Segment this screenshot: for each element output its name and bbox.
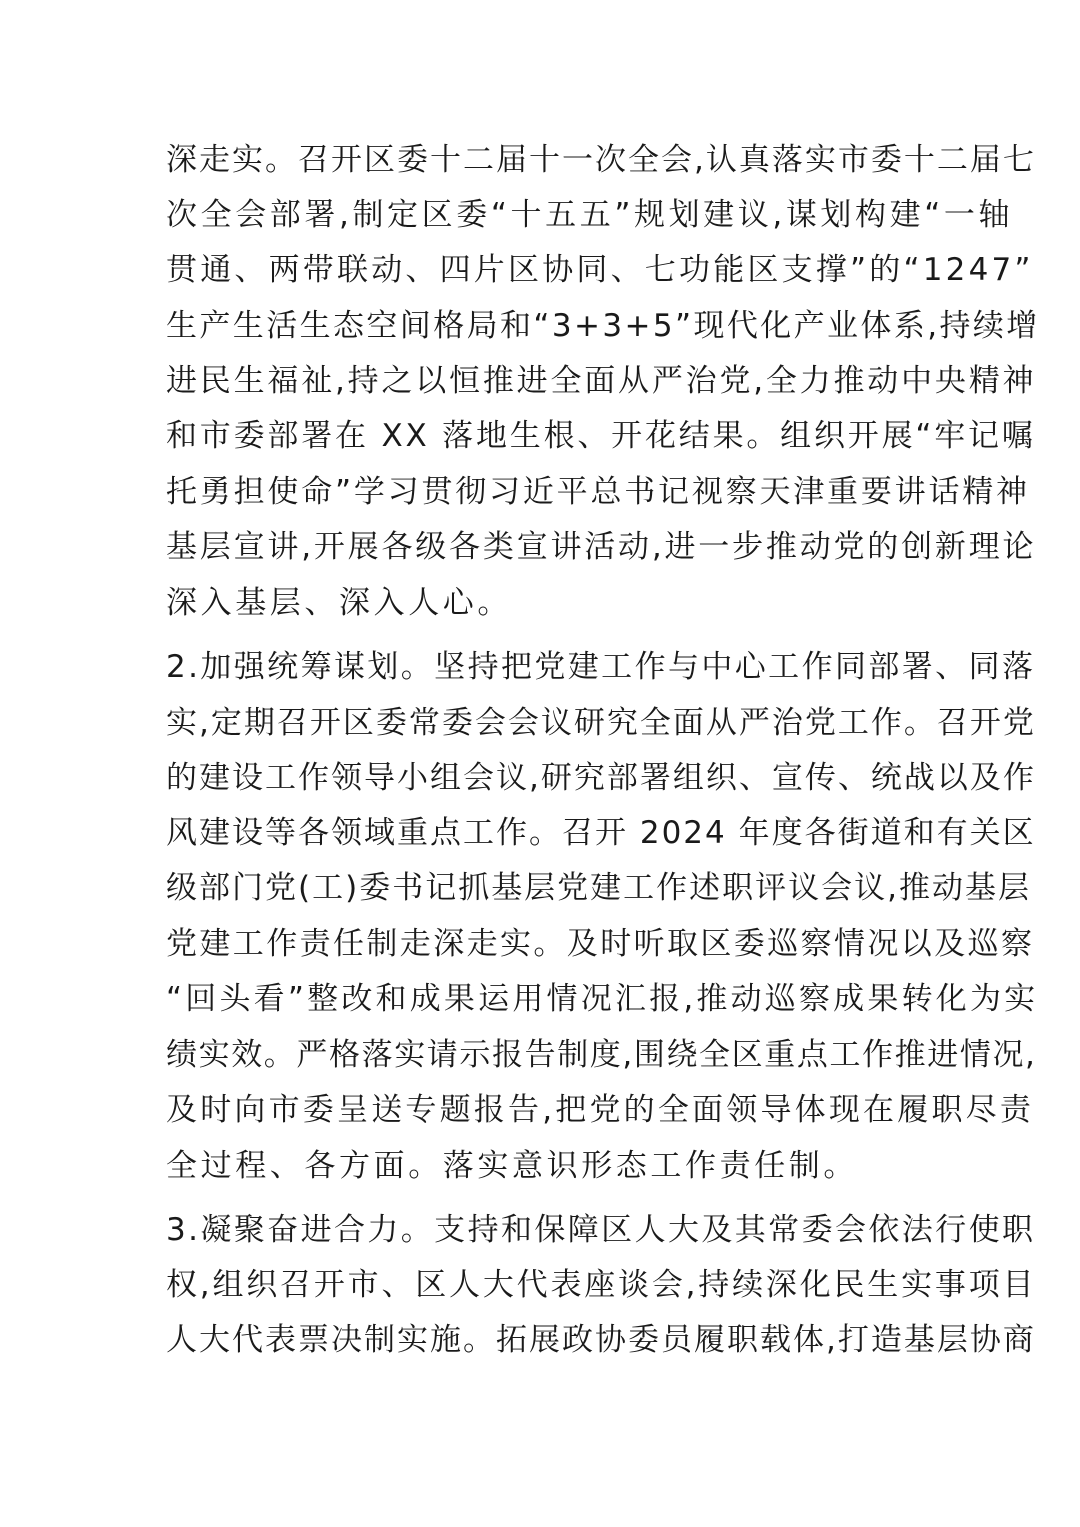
text-line: 绩实效。严格落实请示报告制度,围绕全区重点工作推进情况,: [166, 1037, 1037, 1073]
text-line: “回头看”整改和成果运用情况汇报,推动巡察成果转化为实: [166, 981, 1039, 1017]
text-line: 和市委部署在 XX 落地生根、开花结果。组织开展“牢记嘱: [166, 418, 1036, 454]
text-line: 及时向市委呈送专题报告,把党的全面领导体现在履职尽责: [166, 1092, 1035, 1128]
text-line: 风建设等各领域重点工作。召开 2024 年度各街道和有关区: [166, 815, 1036, 851]
text-line: 全过程、各方面。落实意识形态工作责任制。: [166, 1148, 858, 1184]
text-line: 实,定期召开区委常委会会议研究全面从严治党工作。召开党: [166, 705, 1036, 741]
text-line: 贯通、两带联动、四片区协同、七功能区支撑”的“1247”: [166, 252, 1034, 288]
text-line: 党建工作责任制走深走实。及时听取区委巡察情况以及巡察: [166, 926, 1035, 962]
text-line: 人大代表票决制实施。拓展政协委员履职载体,打造基层协商: [166, 1322, 1036, 1358]
text-line: 权,组织召开市、区人大代表座谈会,持续深化民生实事项目: [166, 1267, 1037, 1303]
text-line: 级部门党(工)委书记抓基层党建工作述职评议会议,推动基层: [166, 870, 1032, 906]
text-line: 生产生活生态空间格局和“3+3+5”现代化产业体系,持续增: [166, 308, 1040, 344]
paragraph-2-start: 2.加强统筹谋划。坚持把党建工作与中心工作同部署、同落: [166, 649, 1036, 685]
text-line: 托勇担使命”学习贯彻习近平总书记视察天津重要讲话精神: [166, 474, 1030, 510]
text-line: 的建设工作领导小组会议,研究部署组织、宣传、统战以及作: [166, 760, 1036, 796]
text-line: 次全会部署,制定区委“十五五”规划建议,谋划构建“一轴: [166, 197, 1014, 233]
text-line: 深入基层、深入人心。: [166, 585, 512, 621]
text-line: 进民生福祉,持之以恒推进全面从严治党,全力推动中央精神: [166, 363, 1037, 399]
paragraph-3-start: 3.凝聚奋进合力。支持和保障区人大及其常委会依法行使职: [166, 1212, 1036, 1248]
text-line: 基层宣讲,开展各级各类宣讲活动,进一步推动党的创新理论: [166, 529, 1037, 565]
text-line: 深走实。召开区委十二届十一次全会,认真落实市委十二届七: [166, 142, 1036, 178]
